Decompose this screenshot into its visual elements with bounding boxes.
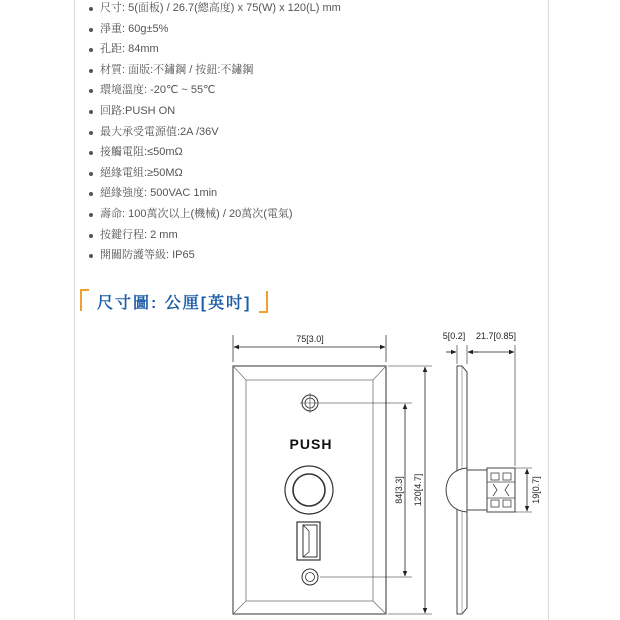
section-title: 尺寸圖: 公厘[英吋] — [97, 294, 252, 312]
side-view — [446, 366, 515, 614]
height-label: 120[4.7] — [413, 473, 423, 507]
side-button-icon — [446, 468, 467, 512]
width-label: 75[3.0] — [296, 334, 324, 344]
push-label: PUSH — [289, 436, 333, 452]
spec-item: 回路:PUSH ON — [88, 105, 341, 126]
terminal-label: 19[0.7] — [531, 476, 541, 504]
spec-item: 壽命: 100萬次以上(機械) / 20萬次(電氣) — [88, 208, 341, 229]
spec-item: 開關防護等級: IP65 — [88, 249, 341, 270]
hole-spacing-label: 84[3.3] — [394, 476, 404, 504]
spec-item: 按鍵行程: 2 mm — [88, 229, 341, 250]
spec-item: 材質: 面版:不鏽鋼 / 按鈕:不鏽鋼 — [88, 64, 341, 85]
spec-item: 尺寸: 5(面板) / 26.7(總高度) x 75(W) x 120(L) mm — [88, 2, 341, 23]
spec-item: 最大承受電源值:2A /36V — [88, 126, 341, 147]
plate-thickness-label: 5[0.2] — [442, 331, 466, 341]
spec-item: 絕緣電組:≥50MΩ — [88, 167, 341, 188]
depth-label: 21.7[0.85] — [475, 331, 517, 341]
spec-item: 接觸電阻:≤50mΩ — [88, 146, 341, 167]
spec-item: 絕緣強度: 500VAC 1min — [88, 187, 341, 208]
spec-item: 孔距: 84mm — [88, 43, 341, 64]
spec-item: 淨重: 60g±5% — [88, 23, 341, 44]
spec-item: 環境溫度: -20℃ ~ 55℃ — [88, 84, 341, 105]
width-dimension — [233, 334, 386, 362]
